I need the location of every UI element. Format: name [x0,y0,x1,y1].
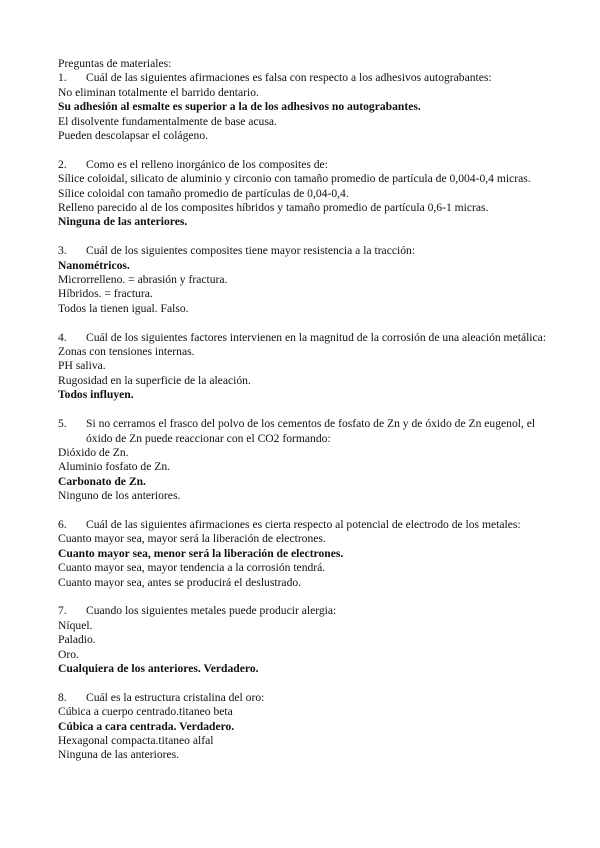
question-text: Cuando los siguientes metales puede producir alergia: [86,604,337,618]
question-number: 7. [58,604,67,618]
question-text: Cuál es la estructura cristalina del oro: [86,690,265,704]
document-title: Preguntas de materiales: [58,57,172,70]
answer-option: Dióxido de Zn. [58,445,129,459]
answer-option: Cuanto mayor sea, antes se producirá el deslustrado. [58,575,302,589]
answer-option-correct: Su adhesión al esmalte es superior a la de los adhesivos no autograbantes. [58,100,421,114]
answer-option-correct: Cúbica a cara centrada. Verdadero. [58,719,235,733]
answer-option: PH saliva. [58,359,106,373]
answer-option: Cuanto mayor sea, mayor tendencia a la corrosión tendrá. [58,561,326,575]
answer-option-correct: Ninguna de las anteriores. [58,215,188,229]
question-number: 4. [58,330,67,344]
answer-option-correct: Nanométricos. [58,258,130,272]
question-list [58,71,548,762]
question-text: Cuál de los siguientes factores intervienen en la magnitud de la corrosión de una aleación metálica: [86,330,547,344]
answer-option: Oro. [58,647,79,661]
question-stem [58,518,548,532]
answer-option: Relleno parecido al de los composites híbridos y tamaño promedio de partícula 0,6-1 micras. [58,201,489,215]
answer-option: Pueden descolapsar el colágeno. [58,129,209,143]
answer-option: Zonas con tensiones internas. [58,345,195,359]
answer-option: No eliminan totalmente el barrido dentario. [58,85,259,99]
answer-option: Todos la tienen igual. Falso. [58,301,189,315]
answer-option: Microrrelleno. = abrasión y fractura. [58,273,228,287]
question-2 [58,158,548,230]
question-text: Si no cerramos el frasco del polvo de los cementos de fosfato de Zn y de óxido de Zn eugenol, el óxido de Zn puede reaccionar con el CO2 formando: [86,417,536,445]
question-stem [58,604,548,618]
question-stem [58,691,548,705]
question-text: Cuál de los siguientes composites tiene mayor resistencia a la tracción: [86,244,416,258]
answer-option-correct: Cualquiera de los anteriores. Verdadero. [58,661,259,675]
answer-option-correct: Cuanto mayor sea, menor será la liberación de electrones. [58,546,344,560]
question-4 [58,331,548,403]
answer-option: Paladio. [58,633,96,647]
question-3 [58,244,548,316]
document-content [58,57,548,777]
question-number: 6. [58,517,67,531]
question-text: Cuál de las siguientes afirmaciones es cierta respecto al potencial de electrodo de los metales: [86,517,521,531]
answer-option-correct: Carbonato de Zn. [58,474,146,488]
question-number: 8. [58,690,67,704]
answer-option: Níquel. [58,618,93,632]
answer-option: Aluminio fosfato de Zn. [58,460,171,474]
question-text: Cuál de las siguientes afirmaciones es falsa con respecto a los adhesivos autograbantes: [86,71,492,85]
answer-option: Rugosidad en la superficie de la aleación. [58,373,251,387]
question-8 [58,691,548,763]
answer-option: Sílice coloidal con tamaño promedio de partículas de 0,04-0,4. [58,186,349,200]
question-number: 5. [58,417,67,431]
answer-option: El disolvente fundamentalmente de base acusa. [58,114,277,128]
answer-option-correct: Todos influyen. [58,388,134,402]
question-number: 3. [58,244,67,258]
question-stem [58,71,548,85]
question-stem [58,244,548,258]
question-7 [58,604,548,676]
question-stem [58,158,548,172]
question-text: Como es el relleno inorgánico de los composites de: [86,157,328,171]
question-number: 2. [58,157,67,171]
question-5 [58,417,548,503]
answer-option: Cuanto mayor sea, mayor será la liberación de electrones. [58,532,326,546]
answer-option: Ninguno de los anteriores. [58,489,181,503]
question-6 [58,518,548,590]
answer-option: Cúbica a cuerpo centrado.titaneo beta [58,705,233,719]
question-number: 1. [58,71,67,85]
answer-option: Ninguna de las anteriores. [58,748,180,762]
answer-option: Sílice coloidal, silicato de aluminio y circonio con tamaño promedio de partícula de 0,004-0,4 micras. [58,172,531,186]
question-stem [58,331,548,345]
answer-option: Hexagonal compacta.titaneo alfal [58,733,214,747]
question-1 [58,71,548,143]
question-stem [58,417,548,446]
answer-option: Híbridos. = fractura. [58,287,153,301]
